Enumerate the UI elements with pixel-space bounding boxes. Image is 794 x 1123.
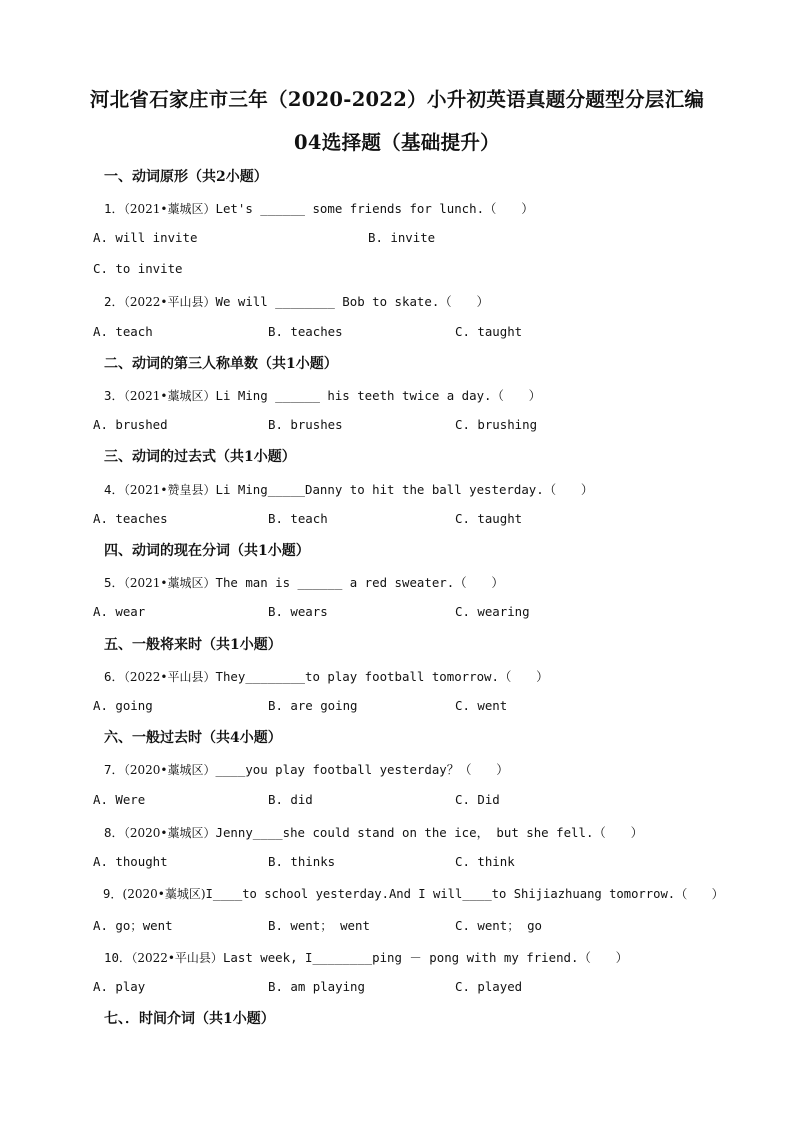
question-7: 7．（2020•藁城区）____you play football yesterday？（ ） — [104, 762, 509, 777]
document-title-line2: 04选择题（基础提升） — [294, 131, 500, 154]
section-heading: 一、动词原形（共2小题） — [104, 169, 268, 185]
option-a: A. going — [93, 698, 153, 713]
option-b: B. am playing — [268, 979, 365, 994]
option-a: A. will invite — [93, 230, 198, 245]
question-9: 9．(2020•藁城区)I____to school yesterday.And I will____to Shijiazhuang tomorrow.（ ） — [103, 887, 724, 901]
question-2: 2．（2022•平山县）We will ________ Bob to skate.（ ） — [104, 294, 489, 309]
section-heading: 二、动词的第三人称单数（共1小题） — [104, 356, 338, 372]
document-title-line1: 河北省石家庄市三年（2020-2022）小升初英语真题分题型分层汇编 — [89, 88, 705, 111]
option-c: C. taught — [455, 324, 523, 339]
option-c: C. brushing — [455, 417, 538, 432]
option-b: B. went； went — [268, 918, 370, 933]
section-heading: 五、一般将来时（共1小题） — [104, 637, 282, 653]
section-heading: 四、动词的现在分词（共1小题） — [104, 543, 310, 559]
section-heading: 六、一般过去时（共4小题） — [104, 730, 282, 746]
option-b: B. teach — [268, 511, 328, 526]
option-a: A. wear — [93, 604, 146, 619]
question-3: 3．（2021•藁城区）Li Ming ______ his teeth twice a day.（ ） — [104, 388, 542, 403]
option-a: A. play — [93, 979, 146, 994]
option-b: B. thinks — [268, 854, 336, 869]
option-b: B. brushes — [268, 417, 343, 432]
option-b: B. teaches — [268, 324, 343, 339]
section-heading: 三、动词的过去式（共1小题） — [104, 449, 296, 465]
option-b: B. invite — [368, 230, 436, 245]
option-c: C. taught — [455, 511, 523, 526]
option-b: B. wears — [268, 604, 328, 619]
question-8: 8．（2020•藁城区）Jenny____she could stand on the ice， but she fell.（ ） — [104, 825, 643, 840]
option-c: C. wearing — [455, 604, 530, 619]
option-c: C. to invite — [93, 261, 183, 276]
option-b: B. are going — [268, 698, 358, 713]
option-a: A. thought — [93, 854, 168, 869]
option-a: A. Were — [93, 792, 146, 807]
question-4: 4．（2021•赞皇县）Li Ming_____Danny to hit the ball yesterday.（ ） — [104, 482, 594, 497]
option-a: A. go；went — [93, 918, 173, 933]
option-c: C. went — [455, 698, 508, 713]
question-6: 6．（2022•平山县）They________to play football tomorrow.（ ） — [104, 669, 549, 684]
option-a: A. teach — [93, 324, 153, 339]
question-10: 10．（2022•平山县）Last week, I________ping － pong with my friend.（ ） — [104, 950, 629, 965]
option-c: C. think — [455, 854, 515, 869]
section-heading: 七、．时间介词（共1小题） — [104, 1011, 275, 1027]
option-c: C. played — [455, 979, 523, 994]
option-b: B. did — [268, 792, 313, 807]
option-a: A. teaches — [93, 511, 168, 526]
question-5: 5．（2021•藁城区）The man is ______ a red sweater.（ ） — [104, 575, 504, 590]
question-1: 1．（2021•藁城区）Let's ______ some friends for lunch.（ ） — [104, 201, 534, 216]
option-c: C. went； go — [455, 918, 542, 933]
option-a: A. brushed — [93, 417, 168, 432]
option-c: C. Did — [455, 792, 500, 807]
